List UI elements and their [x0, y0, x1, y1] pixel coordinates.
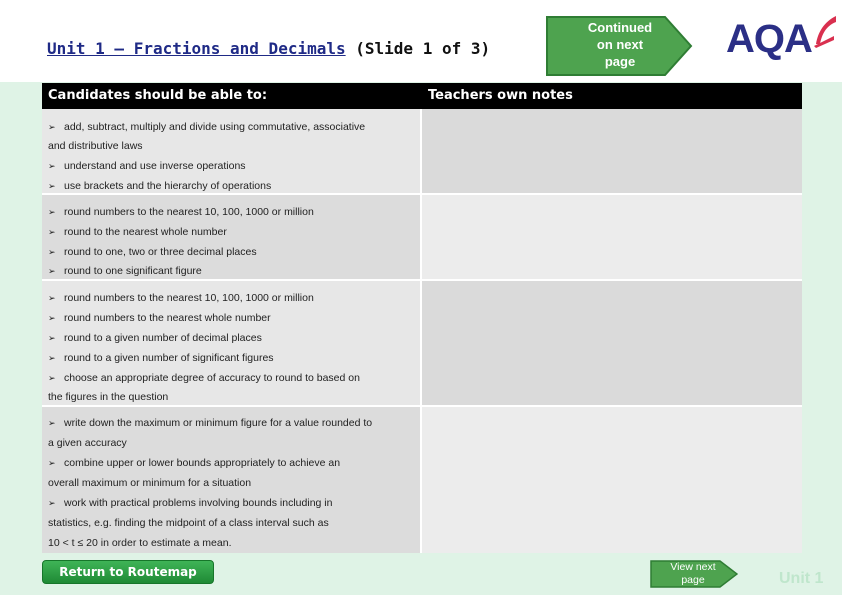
col-header-candidates: Candidates should be able to:	[48, 88, 268, 103]
continued-note: Continued on next page	[587, 20, 653, 69]
objective-text: ➢ round to a given number of significant figures	[48, 352, 274, 364]
view-next-page-button[interactable]: View next page	[670, 561, 716, 586]
aqa-swoosh-icon	[812, 14, 838, 48]
col-header-notes: Teachers own notes	[428, 88, 573, 103]
objective-text: ➢ work with practical problems involving bounds including in	[48, 497, 332, 509]
objectives-cell	[42, 195, 422, 279]
objective-text: 10 < t ≤ 20 in order to estimate a mean.	[48, 537, 232, 549]
objective-text: and distributive laws	[48, 140, 143, 152]
objective-text: a given accuracy	[48, 437, 127, 449]
objective-text: ➢ round to one, two or three decimal places	[48, 246, 257, 258]
objective-text: ➢ choose an appropriate degree of accuracy to round to based on	[48, 372, 360, 384]
objective-text: ➢ round to the nearest whole number	[48, 226, 227, 238]
objective-text: ➢ round to one significant figure	[48, 265, 202, 277]
table-row	[42, 281, 802, 407]
objectives-cell	[42, 109, 422, 193]
objective-text: ➢ round numbers to the nearest 10, 100, 1000 or million	[48, 206, 314, 218]
objective-text: the figures in the question	[48, 391, 169, 403]
objective-text: ➢ understand and use inverse operations	[48, 160, 246, 172]
notes-cell[interactable]	[422, 195, 802, 279]
objective-text: statistics, e.g. finding the midpoint of a class interval such as	[48, 517, 329, 529]
objective-text: ➢ add, subtract, multiply and divide using commutative, associative	[48, 121, 365, 133]
objective-text: ➢ round numbers to the nearest whole number	[48, 312, 271, 324]
objective-text: ➢ combine upper or lower bounds appropriately to achieve an	[48, 457, 340, 469]
objectives-cell	[42, 407, 422, 553]
objective-text: ➢ round to a given number of decimal places	[48, 332, 262, 344]
objective-text: ➢ round numbers to the nearest 10, 100, 1000 or million	[48, 292, 314, 304]
return-to-routemap-button[interactable]: Return to Routemap	[42, 560, 214, 584]
slide-indicator: (Slide 1 of 3)	[345, 39, 491, 58]
notes-cell[interactable]	[422, 109, 802, 193]
objective-text: ➢ use brackets and the hierarchy of operations	[48, 180, 271, 192]
title-link[interactable]: Unit 1 – Fractions and Decimals	[47, 39, 346, 58]
table-row	[42, 195, 802, 281]
aqa-logo: AQA	[726, 17, 812, 61]
table-row	[42, 407, 802, 553]
notes-cell[interactable]	[422, 281, 802, 405]
table-header	[42, 83, 802, 109]
objectives-cell	[42, 281, 422, 405]
objective-text: overall maximum or minimum for a situation	[48, 477, 252, 489]
table-row	[42, 109, 802, 195]
unit-label: Unit 1	[779, 570, 824, 587]
notes-cell[interactable]	[422, 407, 802, 553]
page-title	[47, 39, 490, 58]
objective-text: ➢ write down the maximum or minimum figure for a value rounded to	[48, 417, 372, 429]
